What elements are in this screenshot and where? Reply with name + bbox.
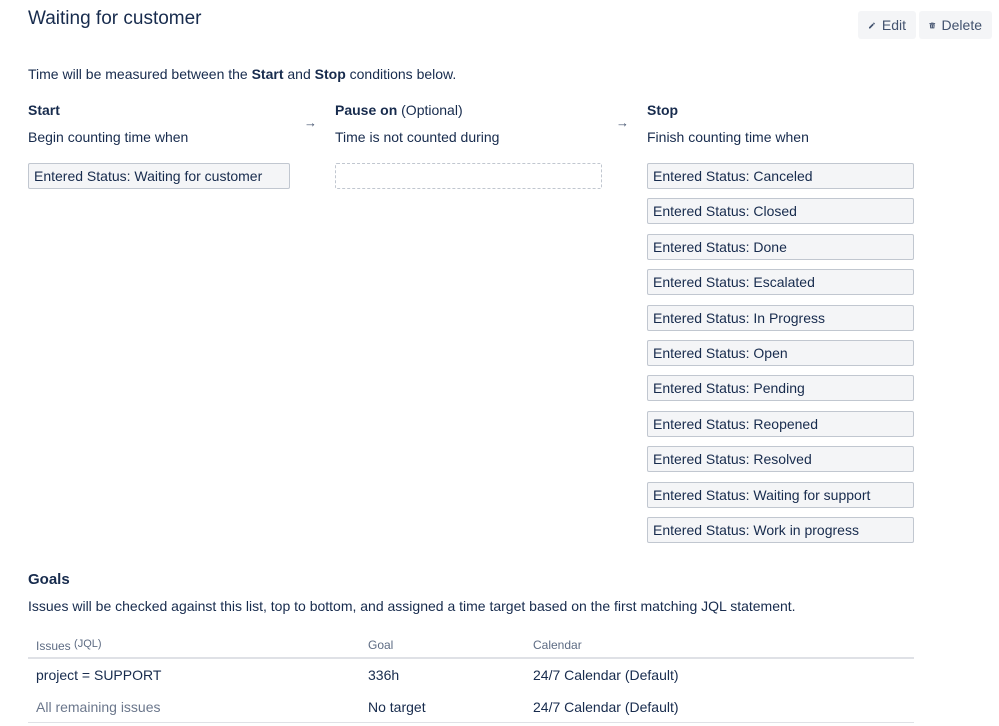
page-title: Waiting for customer — [28, 8, 202, 29]
stop-condition[interactable]: Entered Status: Canceled — [647, 163, 914, 189]
stop-condition[interactable]: Entered Status: Open — [647, 340, 914, 366]
stop-condition[interactable]: Entered Status: Reopened — [647, 411, 914, 437]
edit-button-label: Edit — [881, 17, 906, 33]
start-subtitle: Begin counting time when — [28, 129, 189, 145]
pause-title-label: Pause on — [335, 102, 398, 118]
intro-start-word: Start — [251, 66, 284, 82]
column-header-calendar: Calendar — [533, 638, 582, 652]
column-header-issues — [36, 638, 102, 653]
row-calendar: 24/7 Calendar (Default) — [533, 699, 679, 715]
column-header-goal: Goal — [368, 638, 394, 652]
stop-condition[interactable]: Entered Status: Resolved — [647, 446, 914, 472]
intro-stop-word: Stop — [314, 66, 346, 82]
goals-description: Issues will be checked against this list, top to bottom, and assigned a time target based on the first matching JQL statement. — [28, 598, 796, 614]
delete-button-label: Delete — [941, 17, 982, 33]
table-bottom-divider — [28, 722, 914, 723]
stop-condition[interactable]: Entered Status: Closed — [647, 198, 914, 224]
pencil-icon — [868, 19, 876, 32]
stop-title: Stop — [647, 102, 679, 118]
row-goal: No target — [368, 699, 426, 715]
row-calendar: 24/7 Calendar (Default) — [533, 667, 679, 683]
intro-suffix: conditions below. — [345, 66, 457, 82]
goals-title: Goals — [28, 571, 70, 588]
row-issues: project = SUPPORT — [36, 667, 162, 683]
stop-subtitle: Finish counting time when — [647, 129, 809, 145]
column-header-issues-sup: (JQL) — [74, 638, 102, 650]
pause-subtitle: Time is not counted during — [335, 129, 500, 145]
intro-text — [28, 66, 456, 82]
start-condition[interactable]: Entered Status: Waiting for customer — [28, 163, 290, 189]
table-header-divider — [28, 657, 914, 659]
row-goal: 336h — [368, 667, 400, 683]
column-header-issues-label: Issues — [36, 639, 71, 653]
intro-and-word: and — [283, 66, 315, 82]
stop-condition[interactable]: Entered Status: Work in progress — [647, 517, 914, 543]
row-issues: All remaining issues — [36, 699, 161, 715]
arrow-right-icon: → — [616, 115, 629, 130]
arrow-right-icon: → — [304, 115, 317, 130]
intro-prefix: Time will be measured between the — [28, 66, 252, 82]
trash-icon — [929, 19, 936, 32]
start-title: Start — [28, 102, 60, 118]
stop-condition[interactable]: Entered Status: Done — [647, 234, 914, 260]
stop-condition[interactable]: Entered Status: Pending — [647, 375, 914, 401]
stop-condition[interactable]: Entered Status: Waiting for support — [647, 482, 914, 508]
edit-button[interactable] — [858, 11, 916, 39]
stop-condition[interactable]: Entered Status: In Progress — [647, 305, 914, 331]
pause-optional: (Optional) — [401, 102, 463, 118]
pause-title — [335, 102, 463, 118]
stop-condition[interactable]: Entered Status: Escalated — [647, 269, 914, 295]
delete-button[interactable] — [919, 11, 992, 39]
pause-condition-dropzone[interactable] — [335, 163, 602, 189]
